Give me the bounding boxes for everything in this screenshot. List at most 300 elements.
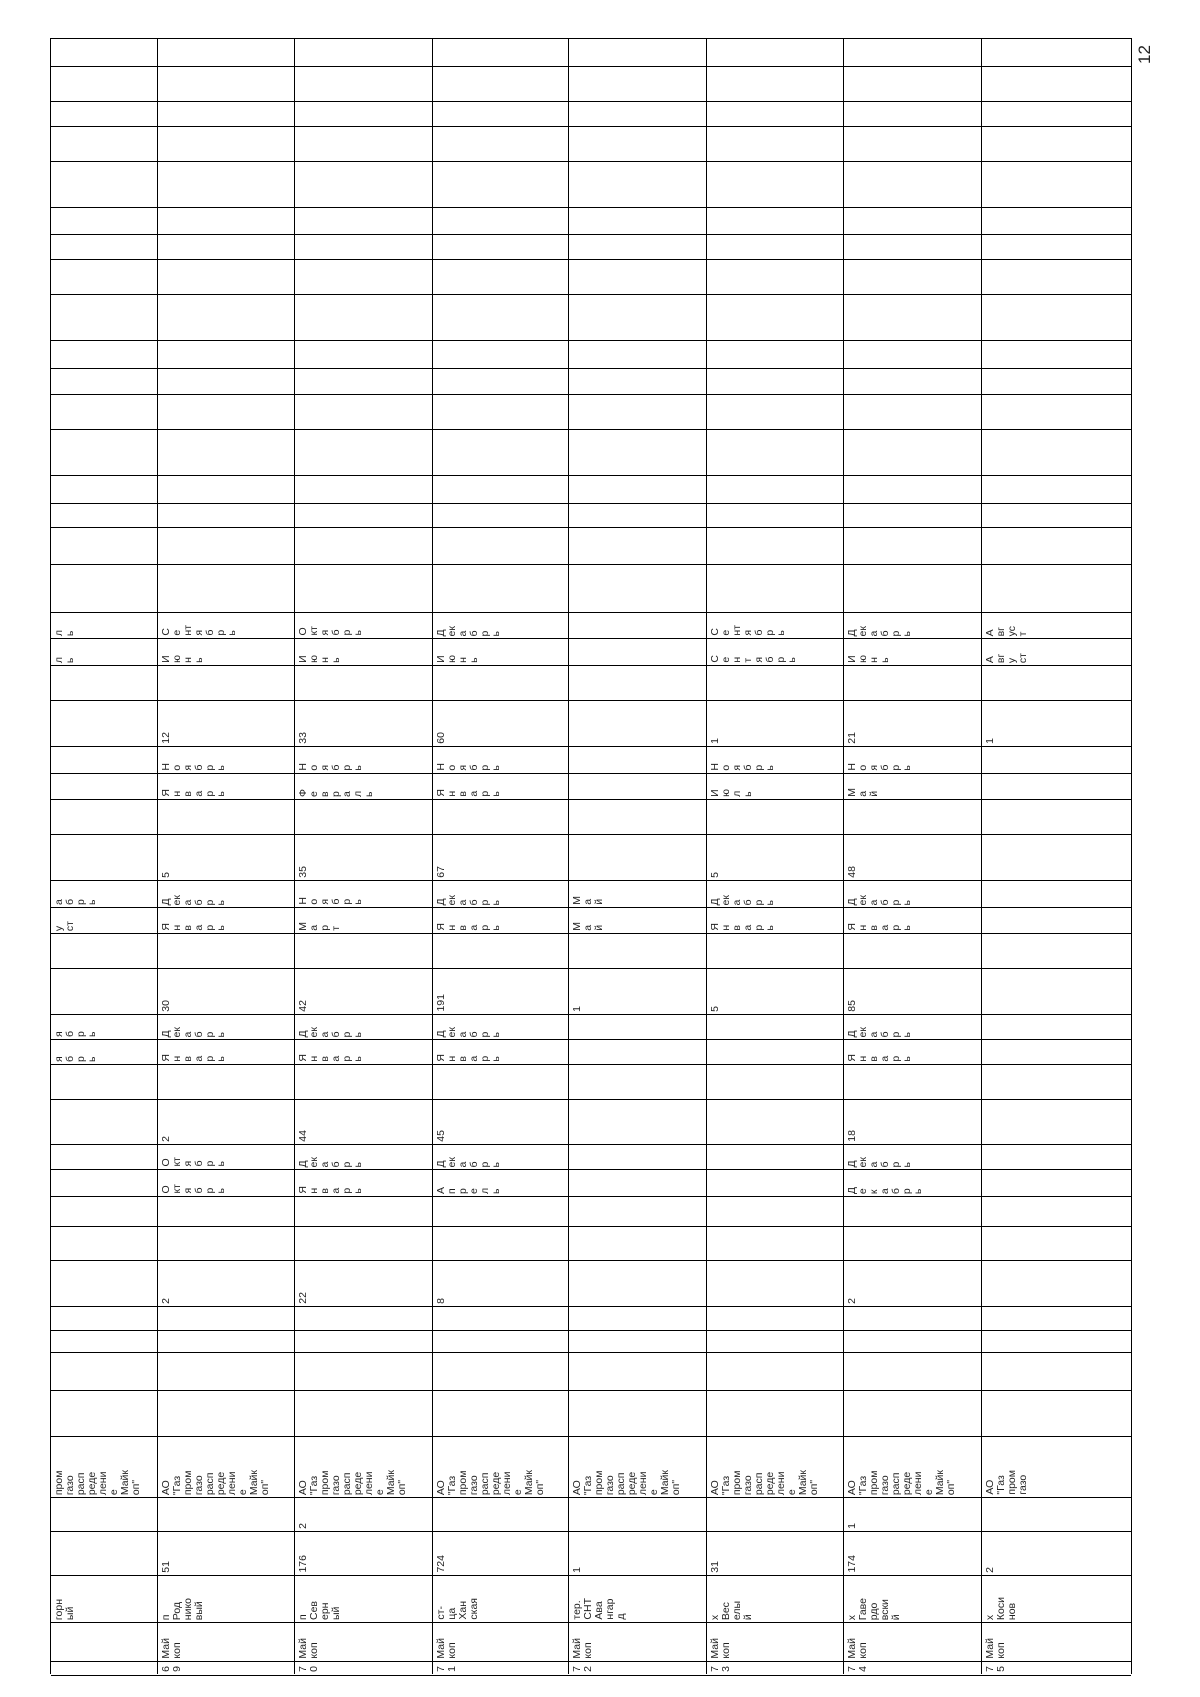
cell-text: 7 4 [846,1666,869,1672]
table-cell-v5 [433,700,569,747]
table-cell [982,126,1131,162]
table-cell [158,294,295,341]
table-cell-v2 [158,1099,295,1145]
cell-text: 22 [297,1292,309,1304]
table-cell-operator [295,1436,433,1498]
table-cell [844,101,982,127]
table-cell [707,475,844,504]
cell-text: я б р ь [53,1055,98,1062]
table-cell [433,665,569,701]
table-cell-m12 [51,612,158,639]
table-cell-m6 [982,1014,1131,1040]
table-cell-locality [433,1575,569,1623]
cell-text: Д ек а б р ь [846,1026,913,1037]
cell-text: Я н в а р ь [297,1054,364,1062]
table-cell-m6 [51,1014,158,1040]
table-cell-m2 [295,1196,433,1227]
table-cell-no [982,1661,1131,1676]
table-cell [982,161,1131,208]
table-cell-m5 [158,1039,295,1065]
cell-text: АО "Газ пром газо расп реде лени е Майк оп" [435,1469,546,1495]
cell-text: Я н в а р ь [846,923,913,931]
cell-text: 7 0 [297,1666,320,1672]
table-cell [158,564,295,613]
table-cell [433,1352,569,1391]
table-cell [569,207,707,235]
table-cell-v1 [158,1260,295,1307]
cell-text: 45 [435,1130,447,1142]
table-cell [844,234,982,260]
table-cell-m8 [844,880,982,908]
cell-text: Я н в а р ь [709,923,776,931]
table-cell [982,527,1131,565]
table-cell-m7 [295,907,433,934]
table-cell [569,1330,707,1353]
table-cell [295,1064,433,1100]
table-cell [295,234,433,260]
table-cell [51,101,158,127]
cell-text: 176 [297,1555,309,1573]
table-cell-m5 [844,1039,982,1065]
table-cell [295,207,433,235]
table-row [568,38,707,1674]
cell-text: И ю н ь [435,655,480,663]
table-cell [844,527,982,565]
table-cell-v1 [707,1260,844,1307]
table-cell-v2 [295,1099,433,1145]
cell-text: Д ек а б р ь [435,625,502,636]
table-cell [844,38,982,67]
table-cell-m4 [158,1144,295,1170]
cell-text: Д е к а б р ь [846,1186,924,1194]
cell-text: 7 1 [435,1666,458,1672]
table-cell [51,259,158,295]
cell-text: Н о я б р ь [297,763,364,771]
table-cell [569,38,707,67]
table-cell [707,503,844,528]
table-cell [158,207,295,235]
table-cell [295,1330,433,1353]
table-cell-v1 [569,1260,707,1307]
table-cell-m6 [158,1014,295,1040]
cell-text: 8 [435,1298,447,1304]
table-cell-operator [569,1436,707,1498]
table-cell-v3 [433,968,569,1015]
table-cell-m11 [158,638,295,666]
cell-text: х Вес елы й [709,1600,754,1620]
table-cell [51,665,158,701]
table-cell [569,126,707,162]
cell-text: Май коп [297,1638,320,1659]
table-cell-locality [158,1575,295,1623]
table-cell-m12 [844,612,982,639]
table-cell [295,101,433,127]
table-cell [844,1390,982,1437]
table-cell [844,429,982,476]
table-cell-m10 [295,746,433,774]
table-cell-m12 [158,612,295,639]
table-row [843,38,982,1674]
table-cell [569,527,707,565]
table-cell-houses [51,1531,158,1576]
table-cell-m6 [707,1014,844,1040]
table-cell [295,161,433,208]
table-cell-v2 [51,1099,158,1145]
table-cell [707,340,844,369]
table-cell [433,38,569,67]
table-cell-m7 [433,907,569,934]
cell-text: 2 [984,1567,996,1573]
table-cell [569,475,707,504]
table-cell [982,207,1131,235]
table-cell-m5 [707,1039,844,1065]
table-cell [433,799,569,835]
table-cell [51,475,158,504]
table-cell-v5 [707,700,844,747]
table-cell [569,394,707,430]
table-cell [433,933,569,969]
table-cell-m7 [844,907,982,934]
cell-text: х Гаве рдо вски й [846,1597,902,1620]
table-cell-m11 [982,638,1131,666]
table-cell [158,259,295,295]
table-cell-m12 [707,612,844,639]
table-cell-operator [51,1436,158,1498]
table-cell-m11 [433,638,569,666]
table-cell [51,394,158,430]
table-cell [982,234,1131,260]
table-cell [844,259,982,295]
table-cell [51,340,158,369]
table-cell [982,1330,1131,1353]
table-cell-m9 [158,773,295,800]
cell-text: Д ек а б р ь [297,1156,364,1167]
table-cell-m1 [982,1226,1131,1261]
table-row [432,38,569,1674]
table-cell [158,340,295,369]
table-cell [569,1306,707,1331]
table-cell-no [433,1661,569,1676]
cell-text: 7 2 [571,1666,594,1672]
table-cell-m8 [158,880,295,908]
cell-text: 85 [846,1000,858,1012]
table-cell [158,368,295,395]
table-cell [707,126,844,162]
table-cell [295,665,433,701]
table-cell-v4 [569,834,707,881]
table-cell-m8 [982,880,1131,908]
cell-text: А вг ус т [984,625,1029,636]
table-cell [433,1330,569,1353]
table-cell [433,1306,569,1331]
table-cell [51,66,158,102]
table-cell-count2 [844,1497,982,1532]
cell-text: Н о я б р ь [435,763,502,771]
cell-text: 174 [846,1555,858,1573]
table-cell [844,665,982,701]
cell-text: п Род нико вый [160,1597,205,1620]
table-cell [158,933,295,969]
cell-text: 60 [435,732,447,744]
cell-text: 44 [297,1130,309,1142]
cell-text: 724 [435,1555,447,1573]
table-cell-m11 [569,638,707,666]
cell-text: Д ек а б р ь [297,1026,364,1037]
cell-text: а б р ь [53,898,98,905]
table-cell-m9 [982,773,1131,800]
cell-text: 1 [709,738,721,744]
table-cell [707,294,844,341]
table-cell [844,1352,982,1391]
table-cell [433,368,569,395]
table-cell [569,259,707,295]
table-cell-m10 [51,746,158,774]
cell-text: 21 [846,732,858,744]
table-cell [982,564,1131,613]
table-cell [295,38,433,67]
table-cell [844,564,982,613]
cell-text: Д ек а б р ь [709,894,776,905]
table-cell [569,1390,707,1437]
cell-text: И ю л ь [709,789,754,797]
table-cell-houses [433,1531,569,1576]
table-cell-m7 [569,907,707,934]
cell-text: Я н в а р ь [297,1186,364,1194]
table-cell [707,394,844,430]
cell-text: Н о я б р ь [846,763,913,771]
table-cell-houses [707,1531,844,1576]
table-row [294,38,433,1674]
table-cell-m9 [51,773,158,800]
cell-text: 2 [160,1298,172,1304]
cell-text: АО "Газ пром газо расп реде лени е Майк оп" [160,1469,271,1495]
table-cell [433,527,569,565]
table-cell [707,1352,844,1391]
table-cell [158,799,295,835]
cell-text: А вг у ст [984,652,1029,663]
table-cell [51,429,158,476]
cell-text: И ю н ь [297,655,342,663]
table-cell-m5 [433,1039,569,1065]
table-cell-m6 [433,1014,569,1040]
table-cell [158,665,295,701]
table-cell [295,340,433,369]
table-cell-district [569,1622,707,1662]
table-cell-m1 [295,1226,433,1261]
cell-text: С е н т я б р ь [709,655,798,663]
table-cell [51,368,158,395]
table-cell-m12 [569,612,707,639]
table-cell [707,38,844,67]
table-cell-v5 [158,700,295,747]
cell-text: 7 5 [984,1666,1007,1672]
table-cell-m8 [569,880,707,908]
table-cell-v5 [844,700,982,747]
table-cell [982,294,1131,341]
table-cell-v1 [982,1260,1131,1307]
table-cell-m1 [433,1226,569,1261]
table-cell [51,1064,158,1100]
cell-text: ст- ца Хан ская [435,1598,480,1620]
table-cell [51,1352,158,1391]
table-cell [51,503,158,528]
table-cell [295,799,433,835]
cell-text: я б р ь [53,1030,98,1037]
table-cell [569,503,707,528]
table-cell [982,1390,1131,1437]
table-cell [158,429,295,476]
table-cell-count2 [569,1497,707,1532]
cell-text: М а й [846,788,880,797]
table-cell [569,294,707,341]
table-cell [569,429,707,476]
table-cell [51,126,158,162]
table-cell [295,527,433,565]
table-cell [295,933,433,969]
table-cell [569,1352,707,1391]
table-cell [707,1390,844,1437]
cell-text: О кт я б р ь [160,1157,227,1167]
table-cell [844,1064,982,1100]
table-cell-locality [569,1575,707,1623]
cell-text: Май коп [160,1638,183,1659]
table-cell [569,234,707,260]
table-cell [844,66,982,102]
cell-text: М а й [571,896,605,905]
table-cell [844,799,982,835]
table-cell [51,1390,158,1437]
table-cell [844,340,982,369]
table-cell-m8 [707,880,844,908]
table-cell-m6 [569,1014,707,1040]
cell-text: С е нт я б р ь [709,625,787,636]
table-cell-locality [707,1575,844,1623]
table-cell [844,207,982,235]
table-cell-m10 [158,746,295,774]
table-cell-district [982,1622,1131,1662]
table-cell-m10 [433,746,569,774]
cell-text: Д ек а б р ь [160,894,227,905]
table-cell-m3 [433,1169,569,1197]
table-cell-v3 [982,968,1131,1015]
table-cell-m10 [982,746,1131,774]
table-cell [844,933,982,969]
cell-text: А п р е л ь [435,1186,502,1194]
cell-text: Д ек а б р ь [846,894,913,905]
cell-text: 67 [435,866,447,878]
table-cell [707,1306,844,1331]
page-number: 12 [1135,45,1154,65]
table-body [50,38,1130,1674]
table-cell-v5 [295,700,433,747]
cell-text: 35 [297,866,309,878]
table-cell [295,368,433,395]
table-cell [569,1064,707,1100]
table-cell [51,234,158,260]
table-cell [433,101,569,127]
table-cell [844,1306,982,1331]
table-cell-locality [51,1575,158,1623]
table-cell [295,1390,433,1437]
cell-text: АО "Газ пром газо расп реде лени е Майк оп" [709,1469,820,1495]
cell-text: 42 [297,1000,309,1012]
table-cell [51,933,158,969]
table-cell [569,799,707,835]
table-cell-m2 [982,1196,1131,1227]
table-cell [844,503,982,528]
table-cell [295,394,433,430]
table-cell [569,564,707,613]
table-row [50,38,158,1674]
cell-text: Д ек а б р ь [435,894,502,905]
table-cell-v3 [51,968,158,1015]
table-cell [433,503,569,528]
table-cell-m11 [51,638,158,666]
cell-text: Н о я б р ь [709,763,776,771]
table-cell [844,1330,982,1353]
table-cell-m4 [295,1144,433,1170]
table-cell [707,799,844,835]
table-cell [158,66,295,102]
cell-text: Я н в а р ь [160,789,227,797]
table-cell [433,475,569,504]
table-cell-m3 [707,1169,844,1197]
table-cell [433,126,569,162]
table-cell [295,259,433,295]
cell-text: 51 [160,1561,172,1573]
table-cell-v1 [51,1260,158,1307]
table-cell-m11 [844,638,982,666]
table-cell-v2 [844,1099,982,1145]
table-cell-m2 [158,1196,295,1227]
table-cell-locality [844,1575,982,1623]
table-cell [707,101,844,127]
table-cell [158,1352,295,1391]
table-cell [433,1390,569,1437]
table-cell-m2 [844,1196,982,1227]
cell-text: И ю н ь [846,655,891,663]
cell-text: 33 [297,732,309,744]
table-cell-count2 [982,1497,1131,1532]
table-cell-m8 [295,880,433,908]
table-cell-m1 [158,1226,295,1261]
table-cell [569,368,707,395]
cell-text: С е нт я б р ь [160,625,238,636]
cell-text: л ь [53,629,76,636]
cell-text: Я н в а р ь [435,789,502,797]
table-cell [707,368,844,395]
cell-text: 5 [160,872,172,878]
table-cell-no [844,1661,982,1676]
table-cell-count2 [433,1497,569,1532]
table-cell-m4 [433,1144,569,1170]
cell-text: Я н в а р ь [435,1054,502,1062]
table-row [157,38,295,1674]
table-cell [295,126,433,162]
cell-text: 6 9 [160,1666,183,1672]
cell-text: 2 [846,1298,858,1304]
table-cell [707,933,844,969]
table-cell-m6 [844,1014,982,1040]
table-cell-m5 [295,1039,433,1065]
table-cell [982,340,1131,369]
table-cell [295,1352,433,1391]
table-cell [982,665,1131,701]
table-cell-v4 [844,834,982,881]
table-cell-m9 [433,773,569,800]
table-cell [295,66,433,102]
table-cell-no [51,1661,158,1676]
